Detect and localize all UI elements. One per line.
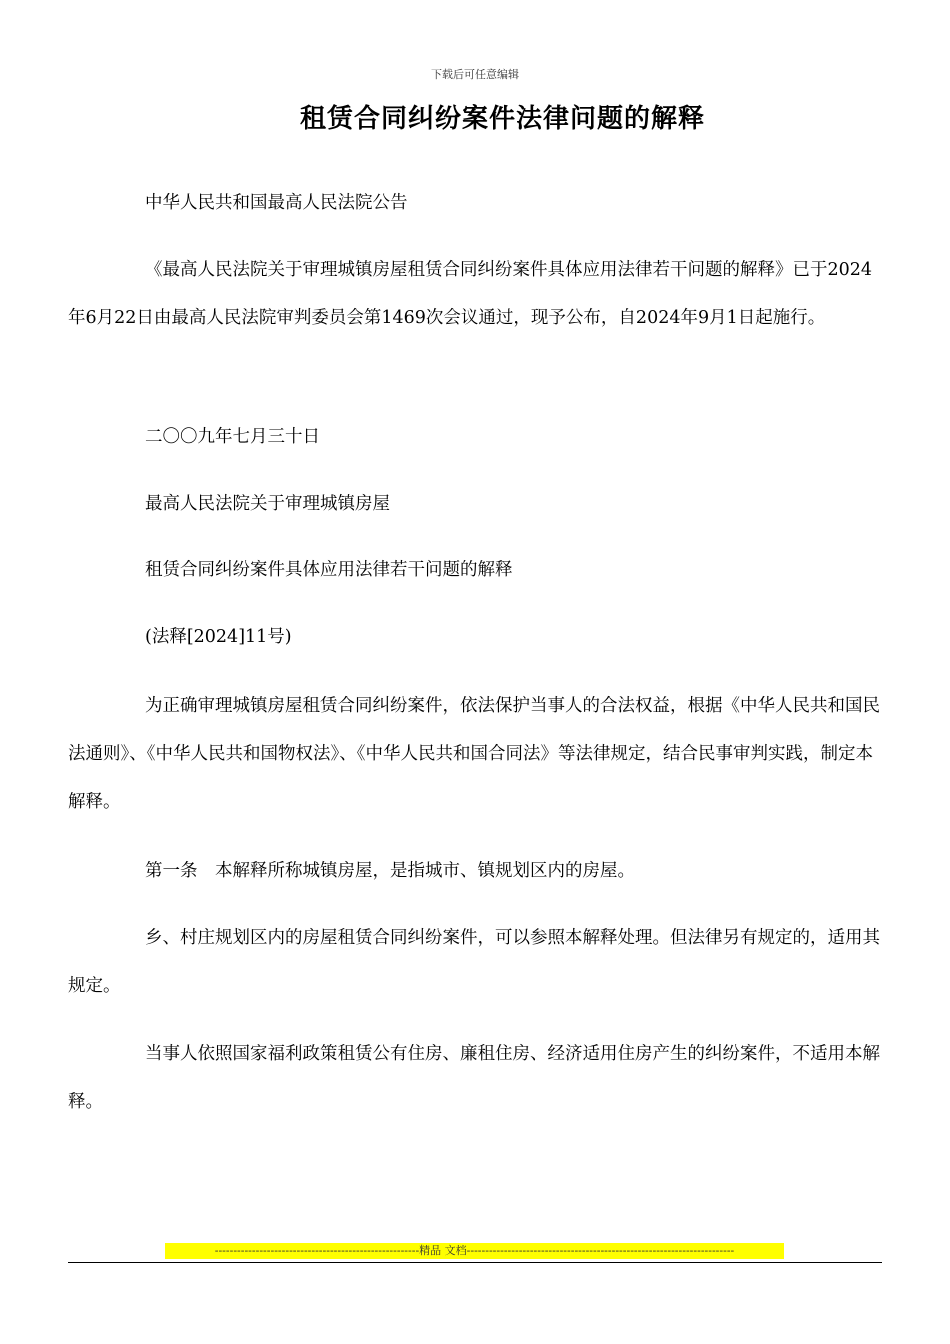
interpretation-title-line2: 租赁合同纠纷案件具体应用法律若干问题的解释 [145,560,513,580]
article-one-clause-3: 当事人依照国家福利政策租赁公有住房、廉租住房、经济适用住房产生的纠纷案件，不适用本解释。 [68,1044,880,1112]
header-note: 下载后可任意编辑 [431,68,519,81]
announcement-heading: 中华人民共和国最高人民法院公告 [145,193,408,213]
article-one: 第一条 本解释所称城镇房屋，是指城市、镇规划区内的房屋。 [145,861,635,881]
announcement-body: 《最高人民法院关于审理城镇房屋租赁合同纠纷案件具体应用法律若干问题的解释》已于2024年6月22日由最高人民法院审判委员会第1469次会议通过，现予公布，自2024年9月1日起施行。 [68,260,873,328]
announcement-date: 二〇〇九年七月三十日 [145,427,320,447]
footer-divider [68,1262,882,1263]
interpretation-number: (法释[2024]11号) [145,627,292,647]
article-one-clause-2: 乡、村庄规划区内的房屋租赁合同纠纷案件，可以参照本解释处理。但法律另有规定的，适用其规定。 [68,928,880,996]
footer-banner: -------------------------------------------------------精品 文档------------------------------------------------------------------------ [165,1243,784,1259]
preamble-paragraph: 为正确审理城镇房屋租赁合同纠纷案件，依法保护当事人的合法权益，根据《中华人民共和国民法通则》、《中华人民共和国物权法》、《中华人民共和国合同法》等法律规定，结合民事审判实践，制定本解释。 [68,696,880,812]
interpretation-title-line1: 最高人民法院关于审理城镇房屋 [145,494,390,514]
document-title: 租赁合同纠纷案件法律问题的解释 [300,104,706,134]
